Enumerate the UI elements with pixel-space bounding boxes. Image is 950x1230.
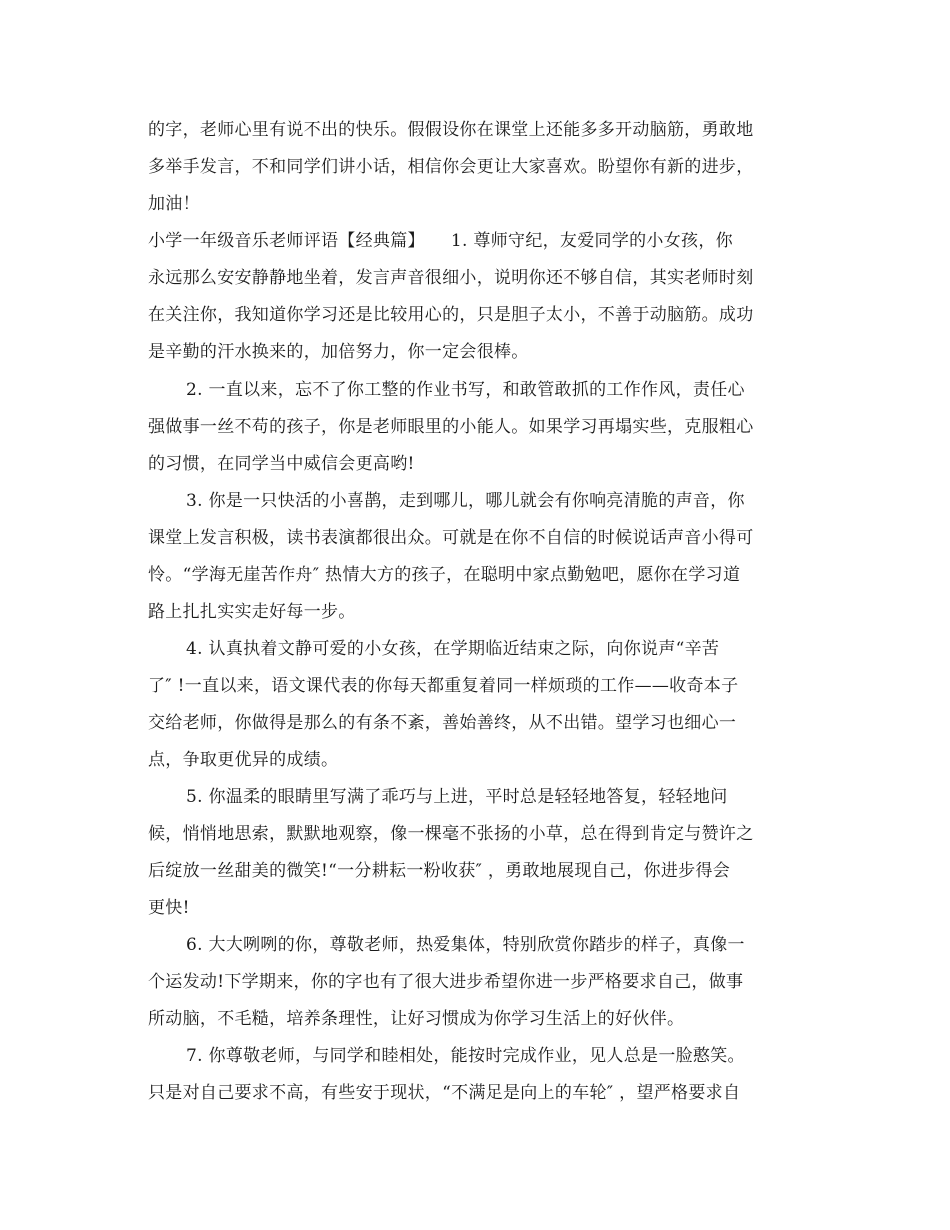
text-line: 个运发动!下学期来，你的字也有了很大进步希望你进一步严格要求自己，做事 bbox=[148, 972, 744, 992]
text-line: 2. 一直以来，忘不了你工整的作业书写，和敢管敢抓的工作作风，责任心 bbox=[186, 380, 745, 400]
text-line: 4. 认真执着文静可爱的小女孩，在学期临近结束之际，向你说声“辛苦 bbox=[186, 639, 720, 659]
text-line: 7. 你尊敬老师，与同学和睦相处，能按时完成作业，见人总是一脸憨笑。 bbox=[186, 1046, 745, 1066]
text-line: 的习惯，在同学当中威信会更高哟! bbox=[148, 454, 415, 474]
text-line: 加油！ bbox=[148, 194, 200, 214]
text-line: 小学一年级音乐老师评语【经典篇】 1. 尊师守纪，友爱同学的小女孩，你 bbox=[148, 231, 733, 251]
text-line: 怜。“学海无崖苦作舟″ 热情大方的孩子，在聪明中家点勤勉吧，愿你在学习道 bbox=[148, 565, 741, 585]
text-line: 只是对自己要求不高，有些安于现状，“不满足是向上的车轮″ ，望严格要求自 bbox=[148, 1083, 741, 1103]
text-line: 多举手发言，不和同学们讲小话，相信你会更让大家喜欢。盼望你有新的进步， bbox=[148, 157, 754, 177]
text-line: 5. 你温柔的眼睛里写满了乖巧与上进，平时总是轻轻地答复，轻轻地问 bbox=[186, 787, 728, 807]
text-line: 了″ !一直以来，语文课代表的你每天都重复着同一样烦琐的工作——收奇本子 bbox=[148, 676, 739, 696]
text-line: 3. 你是一只快活的小喜鹊，走到哪儿，哪儿就会有你响亮清脆的声音，你 bbox=[186, 491, 745, 511]
text-line: 交给老师，你做得是那么的有条不紊，善始善终，从不出错。望学习也细心一 bbox=[148, 713, 737, 733]
text-line: 所动脑，不毛糙，培养条理性，让好习惯成为你学习生活上的好伙伴。 bbox=[148, 1009, 685, 1029]
text-line: 点，争取更优异的成绩。 bbox=[148, 750, 339, 770]
text-line: 的字，老师心里有说不出的快乐。假假设你在课堂上还能多多开动脑筋，勇敢地 bbox=[148, 120, 754, 140]
text-line: 在关注你，我知道你学习还是比较用心的，只是胆子太小，不善于动脑筋。成功 bbox=[148, 305, 754, 325]
text-line: 永远那么安安静静地坐着，发言声音很细小，说明你还不够自信，其实老师时刻 bbox=[148, 268, 754, 288]
text-line: 路上扎扎实实走好每一步。 bbox=[148, 602, 356, 622]
text-line: 强做事一丝不苟的孩子，你是老师眼里的小能人。如果学习再塌实些，克服粗心 bbox=[148, 417, 754, 437]
text-line: 是辛勤的汗水换来的，加倍努力，你一定会很棒。 bbox=[148, 342, 529, 362]
text-line: 候，悄悄地思索，默默地观察，像一棵毫不张扬的小草，总在得到肯定与赞许之 bbox=[148, 824, 754, 844]
text-line: 课堂上发言积极，读书表演都很出众。可就是在你不自信的时候说话声音小得可 bbox=[148, 528, 754, 548]
text-line: 6. 大大咧咧的你，尊敬老师，热爱集体，特别欣赏你踏步的样子，真像一 bbox=[186, 935, 745, 955]
text-line: 更快! bbox=[148, 898, 190, 918]
text-line: 后绽放一丝甜美的微笑!“一分耕耘一粉收获″ ，勇敢地展现自己，你进步得会 bbox=[148, 861, 731, 881]
